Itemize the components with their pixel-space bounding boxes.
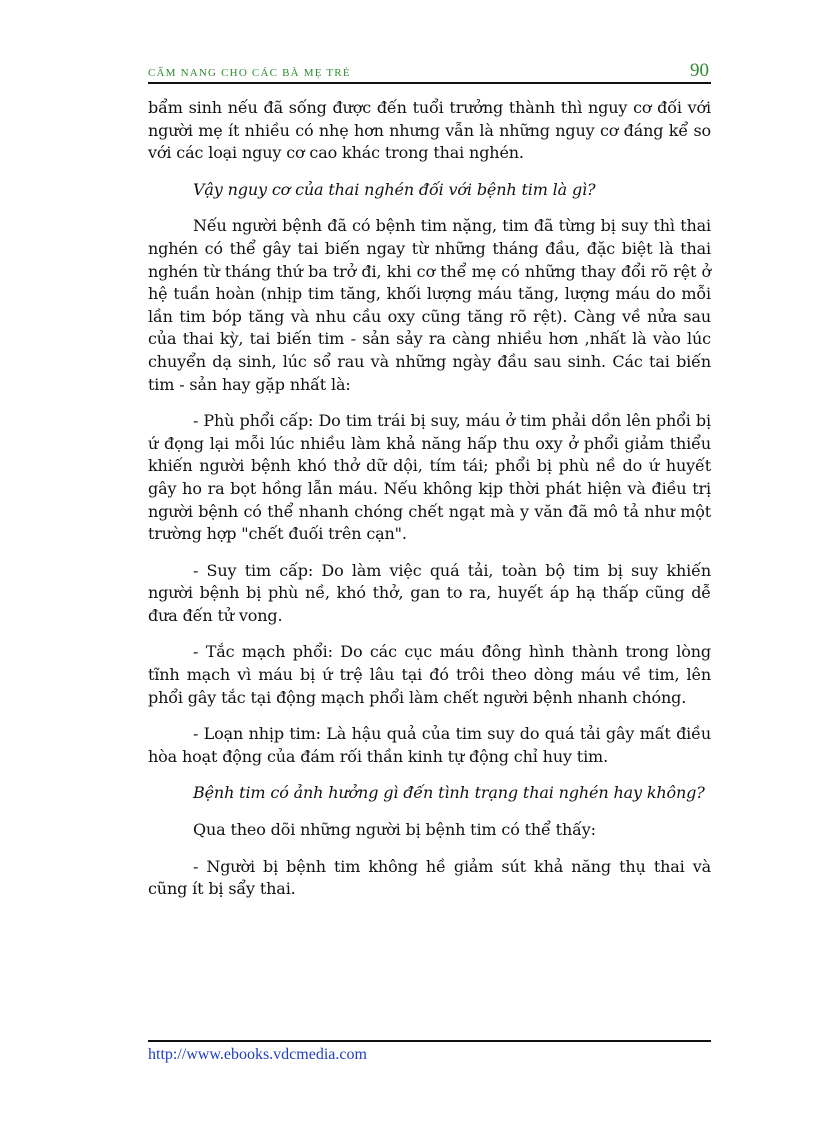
list-item: - Tắc mạch phổi: Do các cục máu đông hình thành trong lòng tĩnh mạch vì máu bị ứ trệ lâu tại đó trôi theo dòng máu về tim, lên phổi gây tắc tại động mạch phổi làm chết người bệnh nhanh chóng. [148,642,711,707]
book-title: CẨM NANG CHO CÁC BÀ MẸ TRẺ [148,67,351,79]
question-heading: Bệnh tim có ảnh hưởng gì đến tình trạng thai nghén hay không? [193,783,705,803]
paragraph: Qua theo dõi những người bị bệnh tim có thể thấy: [193,820,596,840]
question-heading: Vậy nguy cơ của thai nghén đối với bệnh tim là gì? [193,179,596,199]
footer-rule [148,1040,711,1042]
page-body [148,97,711,901]
list-item: - Loạn nhịp tim: Là hậu quả của tim suy do quá tải gây mất điều hòa hoạt động của đám rối thần kinh tự động chỉ huy tim. [148,724,711,766]
paragraph: Nếu người bệnh đã có bệnh tim nặng, tim đã từng bị suy thì thai nghén có thể gây tai biến ngay từ những tháng đầu, đặc biệt là thai nghén từ tháng thứ ba trở đi, khi cơ thể mẹ có những thay đổi rõ rệt ở hệ tuần hoàn (nhịp tim tăng, khối lượng máu tăng, lượng máu do mỗi lần tim bóp tăng và nhu cầu oxy cũng tăng rõ rệt). Càng về nửa sau của thai kỳ, tai biến tim - sản sảy ra càng nhiều hơn ,nhất là vào lúc chuyển dạ sinh, lúc sổ rau và những ngày đầu sau sinh. Các tai biến tim - sản hay gặp nhất là: [148,216,711,394]
list-item: - Phù phổi cấp: Do tim trái bị suy, máu ở tim phải dồn lên phổi bị ứ đọng lại mỗi lúc nhiều làm khả năng hấp thu oxy ở phổi giảm thiểu khiến người bệnh khó thở dữ dội, tím tái; phổi bị phù nề do ứ huyết gây ho ra bọt hồng lẫn máu. Nếu không kịp thời phát hiện và điều trị người bệnh có thể nhanh chóng chết ngạt mà y văn đã mô tả như một trường hợp "chết đuối trên cạn". [148,411,711,544]
footer-link[interactable]: http://www.ebooks.vdcmedia.com [148,1046,367,1063]
list-item: - Người bị bệnh tim không hề giảm sút khả năng thụ thai và cũng ít bị sẩy thai. [148,856,711,899]
paragraph-continuation: bẩm sinh nếu đã sống được đến tuổi trưởng thành thì nguy cơ đối với người mẹ ít nhiều có nhẹ hơn nhưng vẫn là những nguy cơ đáng kể so với các loại nguy cơ cao khác trong thai nghén. [148,98,711,163]
page-number: 90 [690,60,709,81]
list-item: - Suy tim cấp: Do làm việc quá tải, toàn bộ tim bị suy khiến người bệnh bị phù nề, khó thở, gan to ra, huyết áp hạ thấp cũng dễ đưa đến tử vong. [148,560,711,625]
header-rule [148,82,711,84]
page-header [148,60,711,82]
